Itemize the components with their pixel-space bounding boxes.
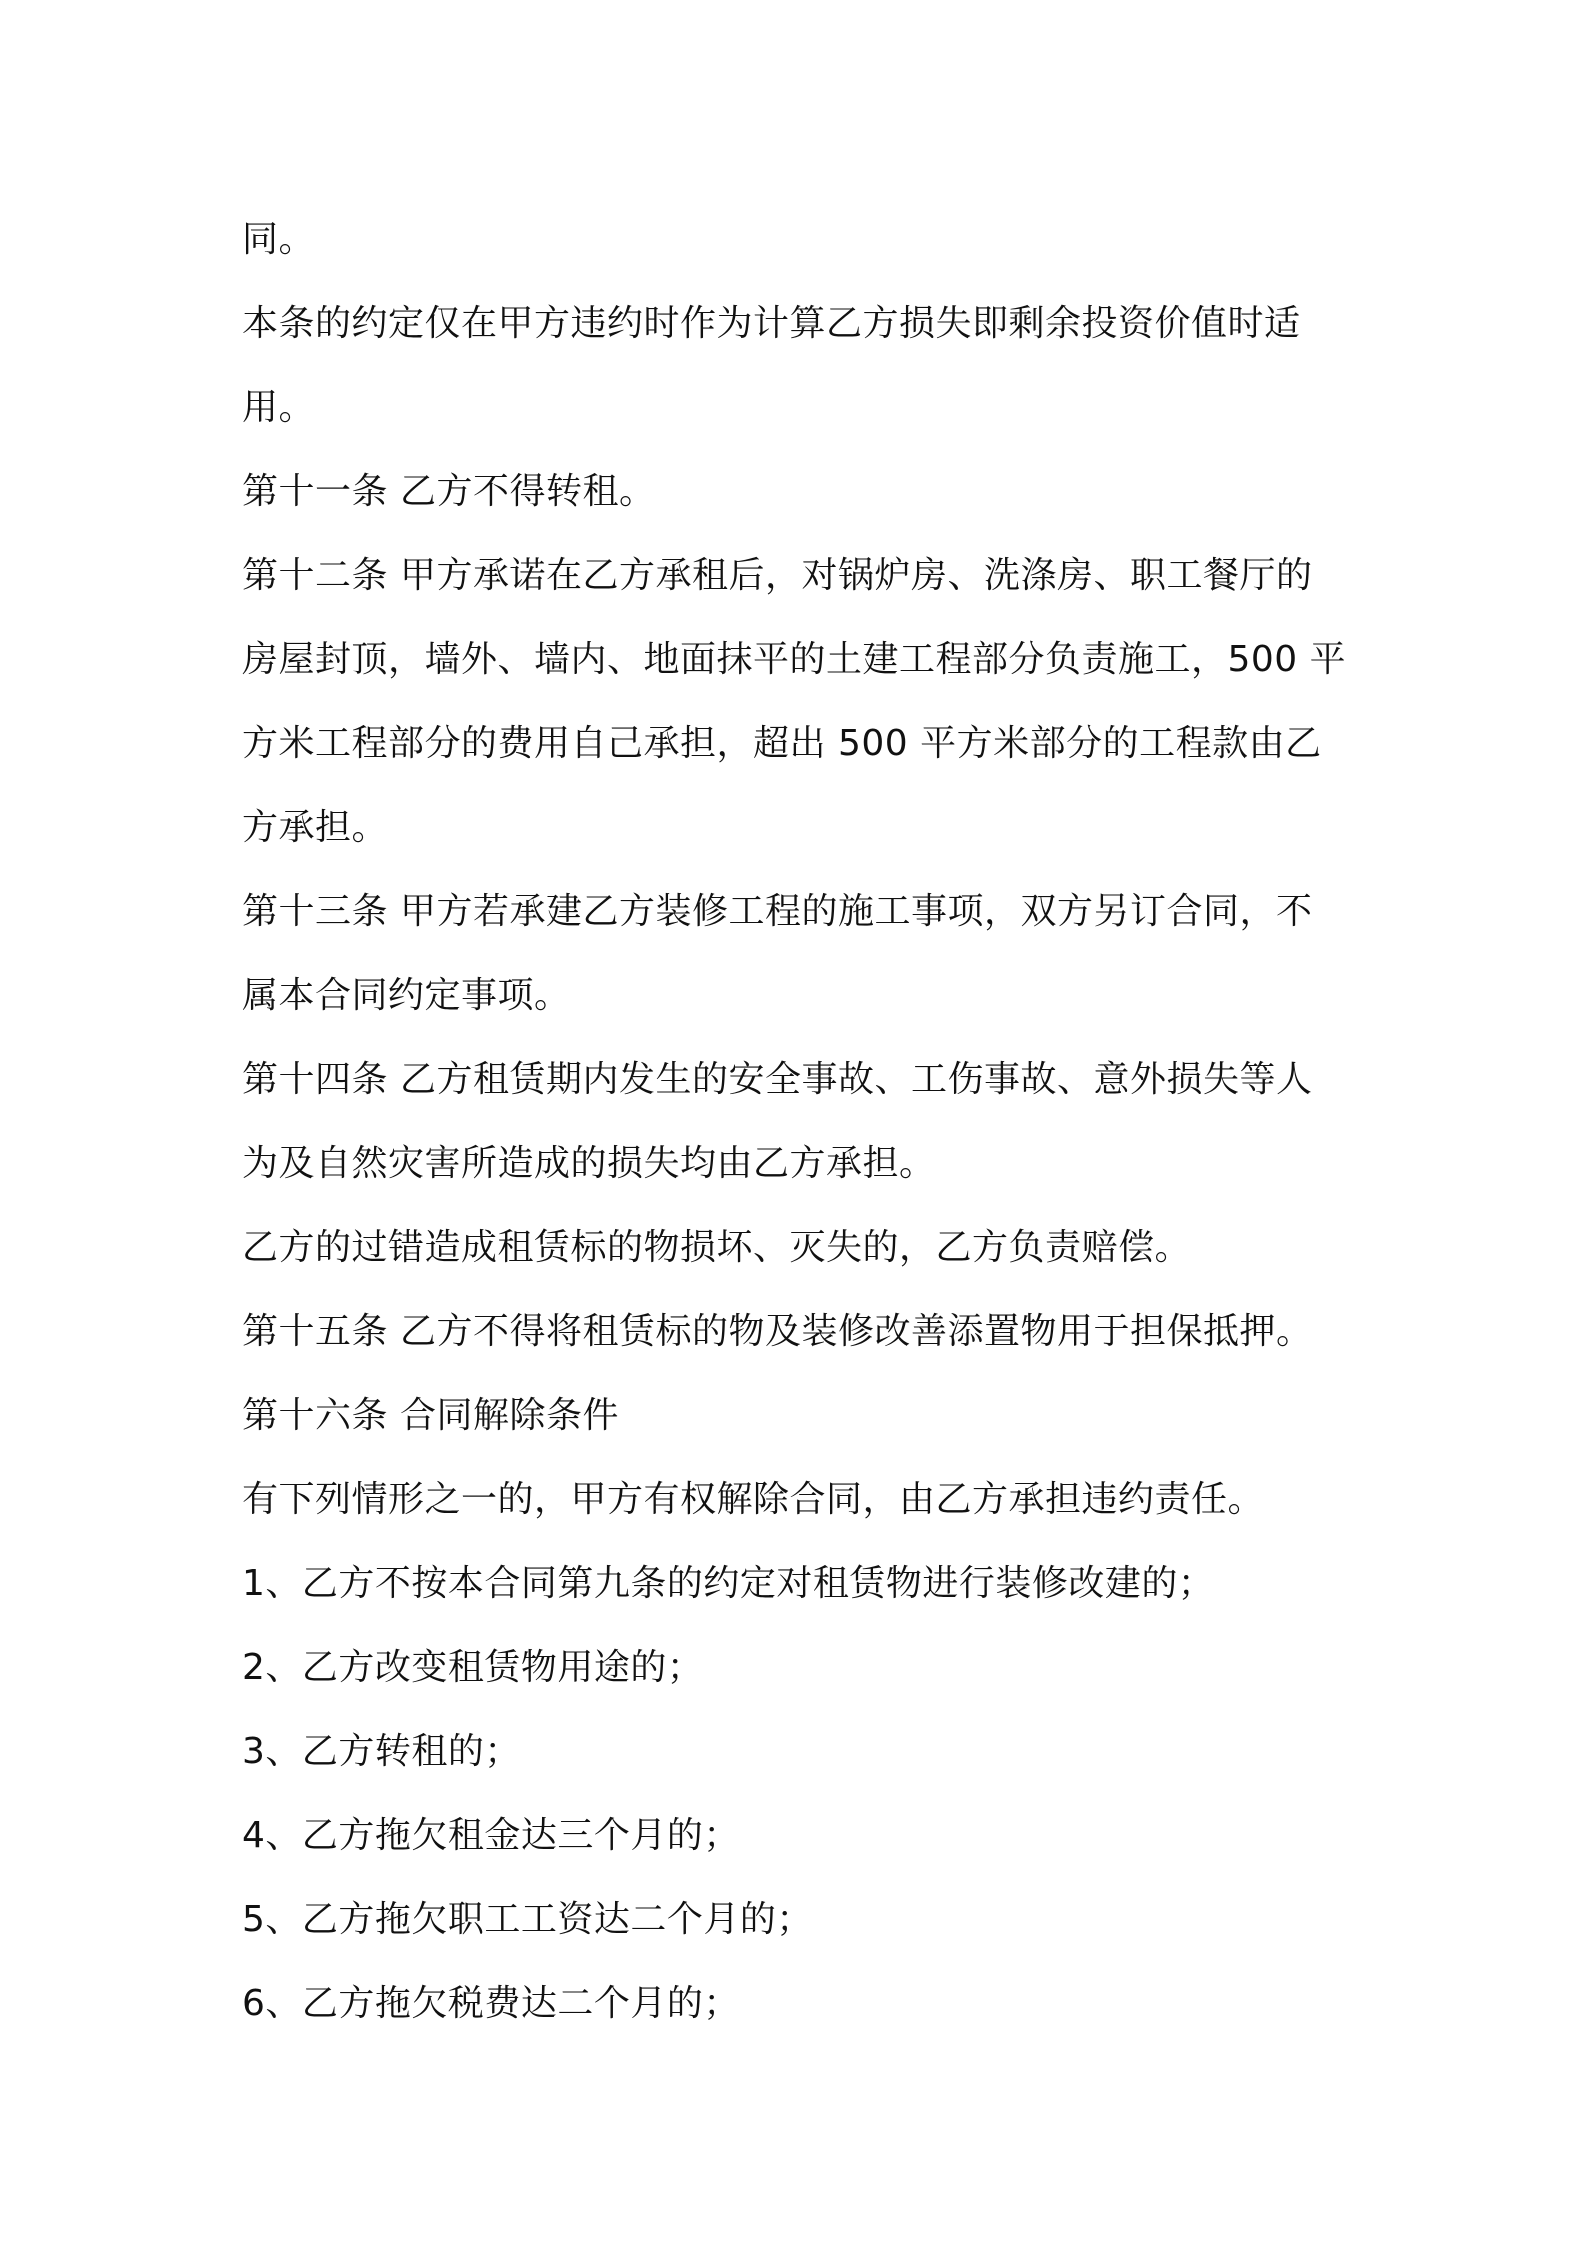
text-line: 同。 — [242, 219, 316, 260]
list-item: 4、乙方拖欠租金达三个月的； — [242, 1815, 740, 1856]
article-12: 第十二条 甲方承诺在乙方承租后，对锅炉房、洗涤房、职工餐厅的 — [242, 555, 1313, 596]
document-body — [242, 198, 1362, 2046]
article-11: 第十一条 乙方不得转租。 — [242, 471, 656, 512]
article-14: 第十四条 乙方租赁期内发生的安全事故、工伤事故、意外损失等人 — [242, 1059, 1313, 1100]
text-line: 属本合同约定事项。 — [242, 975, 571, 1016]
text-line: 为及自然灾害所造成的损失均由乙方承担。 — [242, 1143, 936, 1184]
list-item: 5、乙方拖欠职工工资达二个月的； — [242, 1899, 813, 1940]
text-line: 本条的约定仅在甲方违约时作为计算乙方损失即剩余投资价值时适 — [242, 303, 1301, 344]
list-item: 3、乙方转租的； — [242, 1731, 521, 1772]
text-line: 用。 — [242, 387, 316, 428]
article-16: 第十六条 合同解除条件 — [242, 1395, 619, 1436]
text-line: 方承担。 — [242, 807, 389, 848]
text-line: 房屋封顶，墙外、墙内、地面抹平的土建工程部分负责施工，500 平 — [242, 639, 1347, 680]
list-item: 1、乙方不按本合同第九条的约定对租赁物进行装修改建的； — [242, 1563, 1215, 1604]
text-line: 乙方的过错造成租赁标的物损坏、灭失的，乙方负责赔偿。 — [242, 1227, 1192, 1268]
text-line: 有下列情形之一的，甲方有权解除合同，由乙方承担违约责任。 — [242, 1479, 1265, 1520]
text-line: 方米工程部分的费用自己承担，超出 500 平方米部分的工程款由乙 — [242, 723, 1322, 764]
list-item: 6、乙方拖欠税费达二个月的； — [242, 1983, 740, 2024]
article-15: 第十五条 乙方不得将租赁标的物及装修改善添置物用于担保抵押。 — [242, 1311, 1313, 1352]
article-13: 第十三条 甲方若承建乙方装修工程的施工事项，双方另订合同，不 — [242, 891, 1313, 932]
list-item: 2、乙方改变租赁物用途的； — [242, 1647, 704, 1688]
